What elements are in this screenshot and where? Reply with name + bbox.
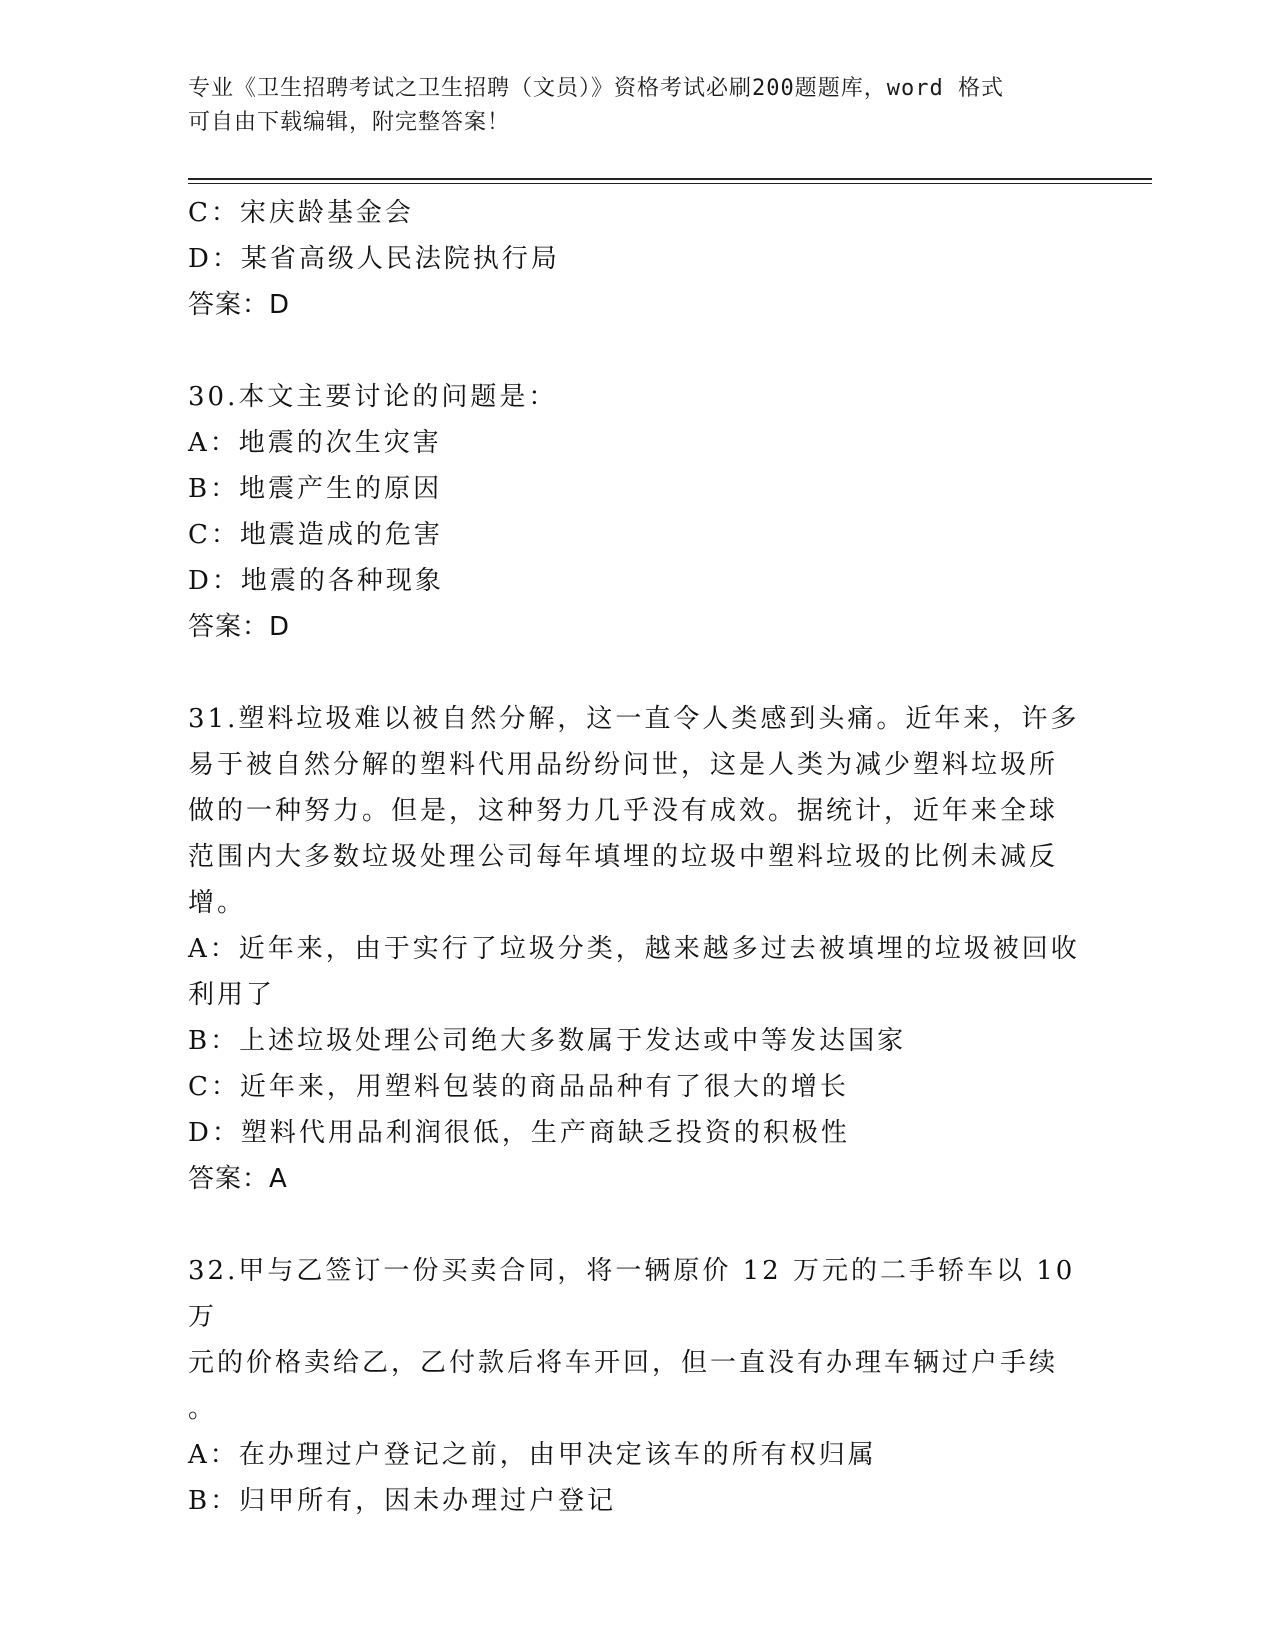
- header-line-2: 可自由下载编辑，附完整答案！: [188, 110, 511, 135]
- option-d: D：地震的各种现象: [188, 566, 444, 596]
- header-rule-thin: [188, 183, 1152, 184]
- question-stem-line: 做的一种努力。但是，这种努力几乎没有成效。据统计，近年来全球: [188, 796, 1059, 826]
- question-stem-line: 范围内大多数垃圾处理公司每年填埋的垃圾中塑料垃圾的比例未减反: [188, 842, 1059, 872]
- question-30: [188, 374, 1088, 650]
- option-d: D：某省高级人民法院执行局: [188, 244, 560, 274]
- option-b: B：上述垃圾处理公司绝大多数属于发达或中等发达国家: [188, 1026, 907, 1056]
- option-a: A：在办理过户登记之前，由甲决定该车的所有权归属: [188, 1440, 877, 1470]
- option-d: D：塑料代用品利润很低，生产商缺乏投资的积极性: [188, 1118, 850, 1148]
- spacer: [188, 1202, 1088, 1248]
- prev-question: [188, 190, 1088, 328]
- question-stem-line: 32.甲与乙签订一份买卖合同，将一辆原价 12 万元的二手轿车以 10 万: [188, 1256, 1076, 1332]
- question-stem-line: 易于被自然分解的塑料代用品纷纷问世，这是人类为减少塑料垃圾所: [188, 750, 1059, 780]
- question-content: [188, 190, 1088, 1524]
- option-b: B：地震产生的原因: [188, 474, 443, 504]
- option-b: B：归甲所有，因未办理过户登记: [188, 1486, 617, 1516]
- spacer: [188, 328, 1088, 374]
- question-stem-line: 。: [188, 1394, 218, 1424]
- option-c: C：近年来，用塑料包装的商品品种有了很大的增长: [188, 1072, 849, 1102]
- option-a-continued: 利用了: [188, 980, 276, 1010]
- spacer: [188, 650, 1088, 696]
- option-c: C：地震造成的危害: [188, 520, 443, 550]
- question-stem: 30.本文主要讨论的问题是：: [188, 382, 558, 412]
- question-stem-line: 元的价格卖给乙，乙付款后将车开回，但一直没有办理车辆过户手续: [188, 1348, 1059, 1378]
- option-a: A：近年来，由于实行了垃圾分类，越来越多过去被填埋的垃圾被回收: [188, 934, 1080, 964]
- question-31: [188, 696, 1088, 1202]
- answer: 答案：A: [188, 1164, 288, 1194]
- answer: 答案：D: [188, 612, 291, 642]
- question-32: [188, 1248, 1088, 1524]
- question-stem-line: 31.塑料垃圾难以被自然分解，这一直令人类感到头痛。近年来，许多: [188, 704, 1080, 734]
- option-a: A：地震的次生灾害: [188, 428, 442, 458]
- answer: 答案：D: [188, 290, 291, 320]
- option-c: C：宋庆龄基金会: [188, 198, 414, 228]
- question-stem-line: 增。: [188, 888, 247, 918]
- page-header: [188, 72, 1068, 140]
- header-line-1: 专业《卫生招聘考试之卫生招聘（文员）》资格考试必刷200题题库，word 格式: [188, 76, 1004, 101]
- header-rule-thick: [188, 178, 1152, 180]
